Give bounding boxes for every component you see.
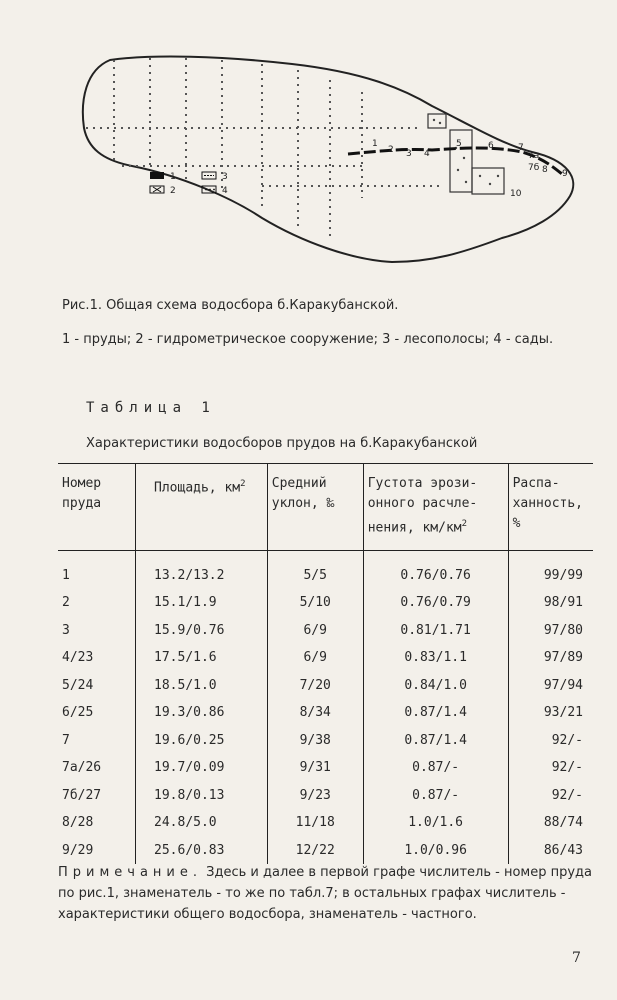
page-number: 7 (572, 950, 581, 966)
table-cell: 18.5/1.0 (136, 671, 268, 699)
table-cell: 99/99 (508, 551, 593, 589)
table-cell: 9/23 (267, 781, 363, 809)
stream-label: 5 (456, 139, 462, 149)
table-header-row (58, 464, 593, 551)
table-row (58, 671, 593, 699)
table-cell: 0.83/1.1 (363, 644, 508, 672)
table-cell: 98/91 (508, 589, 593, 617)
figure-legend (150, 172, 228, 196)
catchment-scheme-figure (62, 48, 582, 278)
stream-label: 7 (518, 143, 524, 153)
table-cell: 3 (62, 622, 70, 638)
svg-text:4: 4 (222, 186, 228, 196)
table-cell: 0.84/1.0 (363, 671, 508, 699)
table-note (58, 862, 598, 925)
table-cell: 93/21 (508, 699, 593, 727)
svg-text:1: 1 (170, 172, 176, 182)
table-title: Характеристики водосборов прудов на б.Каракубанской (86, 436, 478, 451)
table-cell: 7б/27 (62, 787, 102, 803)
table-cell: 25.6/0.83 (136, 836, 268, 864)
table-label: Таблица 1 (86, 400, 216, 416)
table-cell: 1.0/0.96 (363, 836, 508, 864)
table-row (58, 781, 593, 809)
table-row (58, 616, 593, 644)
table-row (58, 589, 593, 617)
table-cell: 7а/26 (62, 760, 102, 776)
table-cell: 1 (62, 567, 70, 583)
header-ploughed: Распа-ханность, % (508, 464, 593, 551)
table-cell: 9/38 (267, 726, 363, 754)
table-cell: 9/31 (267, 754, 363, 782)
header-pond-number: Номер пруда (58, 464, 136, 551)
table-cell: 24.8/5.0 (136, 809, 268, 837)
header-slope: Средний уклон, ‰ (267, 464, 363, 551)
table-row (58, 754, 593, 782)
stream-label: 8 (542, 165, 548, 175)
table-cell: 19.7/0.09 (136, 754, 268, 782)
table-cell: 88/74 (508, 809, 593, 837)
table-cell: 0.87/- (363, 754, 508, 782)
stream-label: 6 (488, 141, 494, 151)
table-cell: 15.9/0.76 (136, 616, 268, 644)
table-cell: 2 (62, 595, 70, 611)
table-cell: 92/- (508, 781, 593, 809)
stream-label: 10 (510, 189, 522, 199)
table-cell: 7/20 (267, 671, 363, 699)
data-table (58, 463, 593, 864)
table-cell: 0.81/1.71 (363, 616, 508, 644)
table-cell: 97/94 (508, 671, 593, 699)
table-cell: 5/10 (267, 589, 363, 617)
table-cell: 97/80 (508, 616, 593, 644)
header-erosion-density: Густота эрози-онного расчле-нения, $км/км^2$ (363, 464, 508, 551)
table-cell: 0.87/1.4 (363, 726, 508, 754)
table-cell: 7 (62, 732, 70, 748)
figure-legend-text: 1 - пруды; 2 - гидрометрическое сооружение; 3 - лесополосы; 4 - сады. (62, 332, 554, 347)
table-cell: 19.3/0.86 (136, 699, 268, 727)
table-cell: 17.5/1.6 (136, 644, 268, 672)
table-cell: 11/18 (267, 809, 363, 837)
table-cell: 13.2/13.2 (136, 551, 268, 589)
table-cell: 19.8/0.13 (136, 781, 268, 809)
table-cell: 12/22 (267, 836, 363, 864)
header-area: Площадь, $км^2$ (136, 464, 268, 551)
table-cell: 92/- (508, 754, 593, 782)
stream-label: 3 (406, 149, 412, 159)
stream-label: 9 (562, 169, 568, 179)
table-cell: 0.76/0.79 (363, 589, 508, 617)
svg-text:3: 3 (222, 172, 228, 182)
table-cell: 19.6/0.25 (136, 726, 268, 754)
table-cell: 8/34 (267, 699, 363, 727)
stream-label: 1 (372, 139, 378, 149)
table-cell: 6/9 (267, 616, 363, 644)
stream-label: 4 (424, 149, 430, 159)
table-cell: 8/28 (62, 815, 94, 831)
table-row (58, 644, 593, 672)
table-row (58, 726, 593, 754)
svg-text:2: 2 (170, 186, 176, 196)
note-label: Примечание. (58, 865, 203, 880)
table-row (58, 809, 593, 837)
table-cell: 15.1/1.9 (136, 589, 268, 617)
note-text: Здесь и далее в первой графе числитель - номер пруда по рис.1, знаменатель - то же по табл.7; в остальных графах числитель - характеристики общего водосбора, знаменатель - частного. (58, 865, 592, 922)
stream-label: 2 (388, 145, 394, 155)
table-cell: 1.0/1.6 (363, 809, 508, 837)
stream-label: 7а (528, 151, 540, 161)
table-cell: 9/29 (62, 842, 94, 858)
table-row (58, 551, 593, 589)
table-cell: 86/43 (508, 836, 593, 864)
table-row (58, 836, 593, 864)
table-row (58, 699, 593, 727)
figure-caption: Рис.1. Общая схема водосбора б.Каракубанской. (62, 298, 399, 313)
table-cell: 97/89 (508, 644, 593, 672)
stream-label: 7б (528, 163, 540, 173)
table-cell: 0.76/0.76 (363, 551, 508, 589)
table-cell: 5/24 (62, 677, 94, 693)
table-cell: 5/5 (267, 551, 363, 589)
table-cell: 6/9 (267, 644, 363, 672)
table-cell: 0.87/- (363, 781, 508, 809)
table-cell: 4/23 (62, 650, 94, 666)
catchment-outline (83, 57, 573, 262)
table-cell: 6/25 (62, 705, 94, 721)
table-cell: 0.87/1.4 (363, 699, 508, 727)
table-cell: 92/- (508, 726, 593, 754)
